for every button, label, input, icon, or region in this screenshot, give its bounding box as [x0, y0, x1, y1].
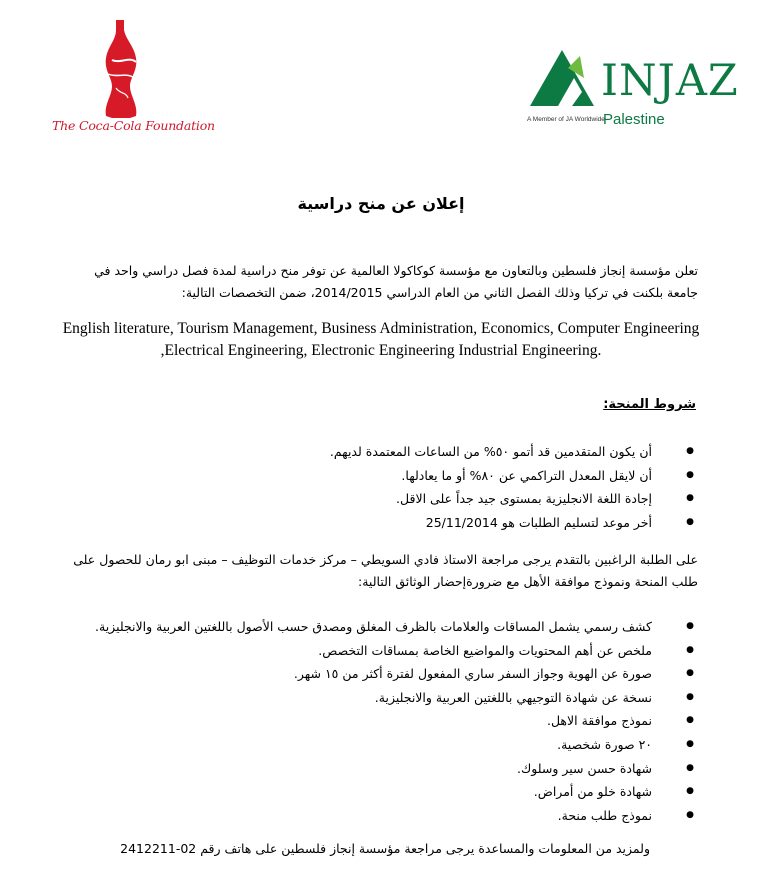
document-item: ● ملخص عن أهم المحتويات والمواضيع الخاصة بمساقات التخصص. [95, 639, 670, 663]
injaz-wordmark: INJAZ [601, 56, 739, 106]
coca-cola-foundation-caption: The Coca-Cola Foundation [52, 118, 215, 133]
conditions-heading: شروط المنحة: [603, 397, 696, 412]
intro-paragraph: تعلن مؤسسة إنجاز فلسطين وبالتعاون مع مؤسسة كوكاكولا العالمية عن توفر منح دراسية لمدة فصل دراسي واحد في جامعة بلكنت في تركيا وذلك الفصل الثاني من العام الدراسي 2014/2015، ضمن التخصصات التالية: [94, 263, 698, 300]
document-item: ● شهادة حسن سير وسلوك. [95, 757, 670, 781]
documents-list [95, 615, 670, 827]
condition-item: ● أن لايقل المعدل التراكمي عن ٨٠% أو ما يعادلها. [330, 464, 670, 488]
document-item: ● نموذج موافقة الاهل. [95, 709, 670, 733]
documents-intro-paragraph: على الطلبة الراغبين بالتقدم يرجى مراجعة الاستاذ فادي السويطي – مركز خدمات التوظيف – مبنى ابو رمان للحصول على طلب المنحة ونموذج موافقة الأهل مع ضرورةإحضار الوثائق التالية: [73, 552, 698, 589]
injaz-member-line: A Member of JA Worldwide [527, 116, 605, 123]
document-item: ● نسخة عن شهادة التوجيهي باللغتين العربية والانجليزية. [95, 686, 670, 710]
injaz-region: Palestine [603, 111, 665, 128]
document-item: ● صورة عن الهوية وجواز السفر ساري المفعول لفترة أكثر من ١٥ شهر. [95, 662, 670, 686]
condition-item: ● أخر موعد لتسليم الطلبات هو 25/11/2014 [330, 511, 670, 535]
document-item: ● كشف رسمي يشمل المساقات والعلامات بالظرف المغلق ومصدق حسب الأصول باللغتين العربية والانجليزية. [95, 615, 670, 639]
page-title: إعلان عن منح دراسية [297, 194, 465, 213]
document-item: ● ٢٠ صورة شخصية. [95, 733, 670, 757]
contact-footer: ولمزيد من المعلومات والمساعدة يرجى مراجعة مؤسسة إنجاز فلسطين على هاتف رقم 02-2412211 [120, 841, 650, 856]
document-item: ● شهادة خلو من أمراض. [95, 780, 670, 804]
majors-list: English literature, Tourism Management, Business Administration, Economics, Computer Engineering ,Electrical Engineering, Electronic Engineering Industrial Engineering. [62, 320, 700, 359]
condition-item: ● أن يكون المتقدمين قد أتمو ٥٠% من الساعات المعتمدة لديهم. [330, 440, 670, 464]
conditions-list [330, 440, 670, 534]
document-item: ● نموذج طلب منحة. [95, 804, 670, 828]
condition-item: ● إجادة اللغة الانجليزية بمستوى جيد جداً على الاقل. [330, 487, 670, 511]
